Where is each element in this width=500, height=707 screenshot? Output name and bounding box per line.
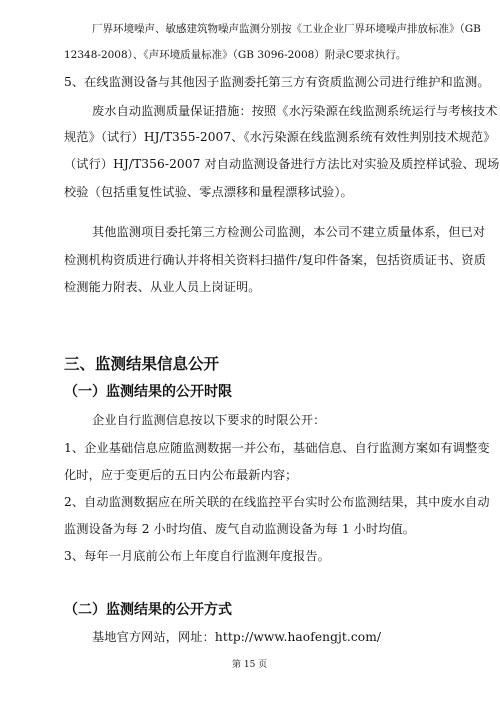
paragraph-line: （试行）HJ/T356-2007 对自动监测设备进行方法比对实验及质控样试验、现场 bbox=[64, 157, 500, 171]
paragraph-line: 校验（包括重复性试验、零点漂移和量程漂移试验）。 bbox=[64, 185, 353, 199]
subsection-heading: （二）监测结果的公开方式 bbox=[64, 602, 232, 618]
paragraph-line: 监测设备为每 2 小时均值、废气自动监测设备为每 1 小时均值。 bbox=[64, 522, 416, 536]
paragraph-line: 其他监测项目委托第三方检测公司监测，本公司不建立质量体系，但已对 bbox=[92, 225, 486, 239]
section-heading: 三、监测结果信息公开 bbox=[64, 355, 220, 373]
website-line: 基地官方网站，网址：http://www.haofengjt.com/ bbox=[92, 630, 382, 644]
paragraph-line: 企业自行监测信息按以下要求的时限公开： bbox=[92, 413, 326, 427]
list-item: 3、每年一月底前公布上年度自行监测年度报告。 bbox=[64, 549, 330, 563]
list-item: 5、在线监测设备与其他因子监测委托第三方有资质监测公司进行维护和监测。 bbox=[64, 75, 490, 89]
paragraph-line: 12348-2008）、《声环境质量标准》（GB 3096-2008）附录C要求执行。 bbox=[64, 49, 407, 61]
paragraph-line: 厂界环境噪声、敏感建筑物噪声监测分别按《工业企业厂界环境噪声排放标准》（GB bbox=[92, 23, 481, 35]
list-item: 1、企业基础信息应随监测数据一并公布，基础信息、自行监测方案如有调整变 bbox=[64, 441, 490, 455]
paragraph-line: 废水自动监测质量保证措施：按照《水污染源在线监测系统运行与考核技术 bbox=[92, 104, 498, 118]
subsection-heading: （一）监测结果的公开时限 bbox=[64, 384, 232, 400]
list-item: 2、自动监测数据应在所关联的在线监控平台实时公布监测结果，其中废水自动 bbox=[64, 495, 490, 509]
paragraph-line: 化时，应于变更后的五日内公布最新内容； bbox=[64, 468, 298, 482]
paragraph-line: 规范》（试行）HJ/T355-2007、《水污染源在线监测系统有效性判别技术规范》 bbox=[64, 130, 496, 144]
paragraph-line: 检测机构资质进行确认并将相关资料扫描件/复印件备案，包括资质证书、资质 bbox=[64, 253, 486, 267]
paragraph-line: 检测能力附表、从业人员上岗证明。 bbox=[64, 280, 261, 294]
page-number: 第 15 页 bbox=[232, 660, 268, 670]
